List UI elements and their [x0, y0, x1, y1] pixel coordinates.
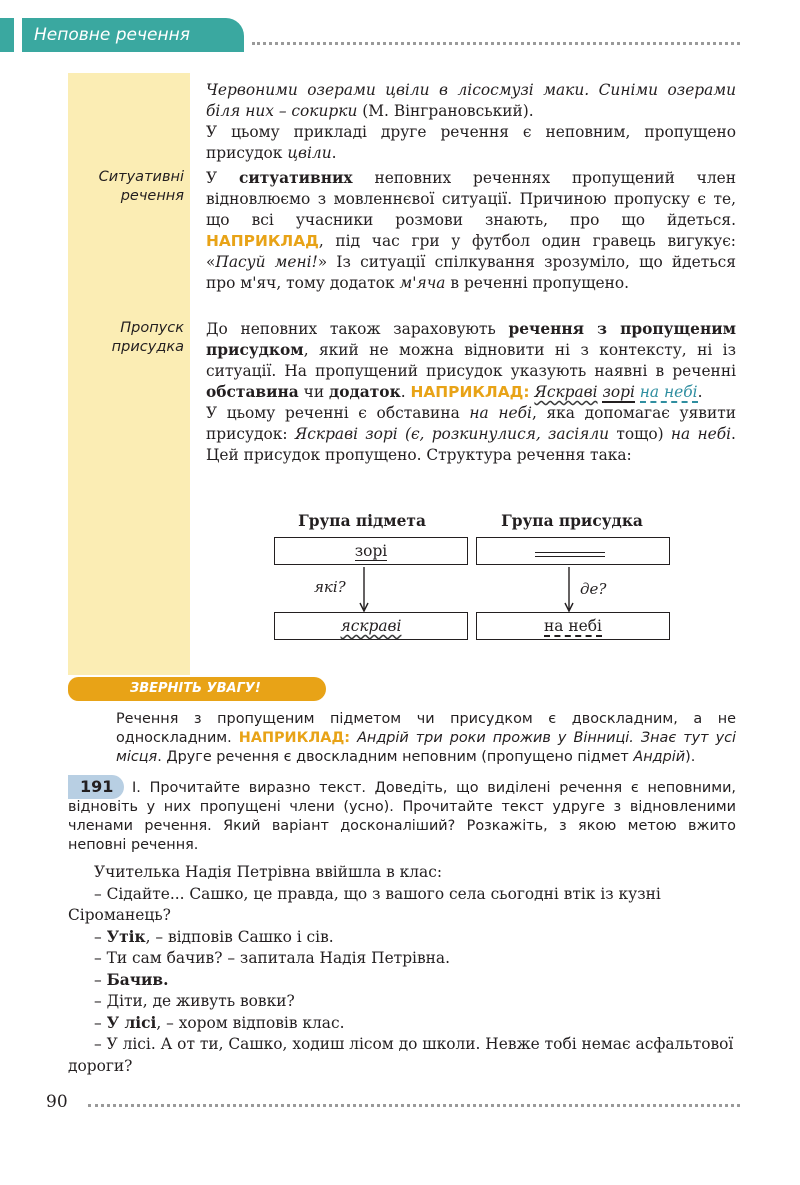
sit-t2: неповних реченнях пропущений член відновлюємо з мовленнєвої ситуації. Причиною пропуску є те, що всі учасники розмови знають, про що йдеться. — [206, 169, 736, 229]
om-ex-end: . — [697, 383, 703, 401]
dlg-line — [68, 970, 736, 992]
intro-end: . — [331, 144, 337, 162]
attn-t1: Речення з пропущеним підметом чи присудком є двоскладним, а не односкладним. — [116, 711, 736, 746]
example-word-adverbial: на небі — [639, 383, 698, 401]
example-label: НАПРИКЛАД: — [238, 730, 351, 746]
dependent-subject-box — [274, 612, 468, 640]
example-word-adj: Яскраві — [534, 383, 598, 401]
dash: – — [94, 970, 107, 989]
margin-note-predicate: Пропуск присудка — [111, 320, 184, 355]
om-p2d: (є, розкинулися, засіяли — [404, 425, 610, 443]
dlg-line: – Ти сам бачив? – запитала Надія Петрівна. — [94, 949, 450, 967]
om-p2g: . Цей присудок пропущено. Структура речення така: — [206, 425, 736, 464]
om-t2: , який не можна відновити ні з контексту, ні із ситуації. На пропущений присудок указують наявні в реченні — [206, 341, 736, 380]
situational-paragraph — [206, 168, 736, 294]
sit-word: м'яча — [399, 274, 446, 292]
subject-word: зорі — [354, 542, 388, 560]
page-number: 90 — [46, 1092, 68, 1112]
om-t3: чи — [303, 383, 325, 401]
om-p2b: , яка допомагає уявити присудок: — [206, 404, 736, 443]
om-b1: речення з пропущеним присудком — [206, 320, 736, 359]
om-p2-ital: на небі — [469, 404, 532, 422]
sit-t5: в реченні пропущено. — [450, 274, 630, 292]
dlg-bold: У лісі — [106, 1013, 157, 1032]
subject-box — [274, 537, 468, 565]
attn-example: Андрій три роки прожив у Вінниці. Знає тут усі місця — [116, 730, 737, 765]
dlg-line: – Сідайте... Сашко, це правда, що з вашого села сьогодні втік із кузні Сіроманець? — [68, 884, 661, 924]
dependent-predicate-box — [476, 612, 670, 640]
sit-quote: Пасуй мені! — [215, 253, 318, 271]
header-dotted-rule — [252, 42, 740, 45]
predicate-group-label: Група присудка — [501, 512, 643, 530]
intro-author: (М. Вінграновський). — [362, 102, 534, 120]
sit-bold: ситуативних — [238, 169, 353, 187]
dependent-subject-word: яскраві — [340, 617, 402, 635]
om-b3: додаток — [329, 383, 401, 401]
intro-quote: Червоними озерами цвіли в лісосмузі маки. Синіми озерами біля них – сокирки — [206, 81, 736, 120]
predicate-question: де? — [580, 580, 607, 598]
om-p2c: Яскраві зорі — [294, 425, 398, 443]
exercise-number: 191 — [68, 775, 124, 799]
dlg-bold: Бачив — [106, 970, 164, 989]
footer-dotted-rule — [88, 1104, 740, 1107]
om-b2: обставина — [206, 383, 299, 401]
dlg-line — [68, 1013, 736, 1035]
exercise-task: І. Прочитайте виразно текст. Доведіть, що виділені речення є неповними, відновіть у них пропущені члени (усно). Прочитайте текст удруге з відновленими членами речення. Який варіант досконаліший? Розкажіть, з якою метою вжито неповні речення. — [68, 780, 736, 853]
dash: – — [94, 927, 107, 946]
om-p2f: на небі — [670, 425, 732, 443]
attn-name: Андрій — [633, 749, 686, 765]
subject-question: які? — [314, 578, 346, 596]
attention-banner: ЗВЕРНІТЬ УВАГУ! — [68, 677, 326, 701]
dlg-line: – У лісі. А от ти, Сашко, ходиш лісом до школи. Невже тобі немає асфальтової дороги? — [68, 1035, 734, 1075]
intro-block — [206, 80, 736, 164]
omission-paragraph — [206, 319, 736, 466]
example-label: НАПРИКЛАД — [206, 232, 319, 250]
subject-group-label: Група підмета — [298, 512, 426, 530]
header-accent-strip — [0, 18, 14, 52]
dlg-end: . — [163, 970, 169, 989]
example-label: НАПРИКЛАД: — [410, 383, 530, 401]
dependent-predicate-word: на небі — [544, 617, 602, 635]
om-p2a: У цьому реченні є обставина — [206, 404, 460, 422]
sit-t4: » Із ситуації спілкування зрозуміло, що йдеться про м'яч, тому додаток — [206, 253, 736, 292]
intro-line: У цьому прикладі друге речення є неповним, пропущено присудок — [206, 123, 736, 162]
om-t4: . — [400, 383, 406, 401]
intro-word: цвіли — [287, 144, 332, 162]
dlg-line — [68, 927, 736, 949]
attn-t2: . Друге речення є двоскладним неповним (пропущено підмет — [157, 749, 629, 765]
dlg-rest: , – відповів Сашко і сів. — [145, 927, 334, 946]
margin-sidebar — [68, 73, 190, 675]
attn-t3: ). — [685, 749, 696, 765]
sit-t3: , під час гри у футбол один гравець вигукує: « — [206, 232, 736, 271]
dialogue-text — [68, 862, 736, 1077]
dlg-rest: , – хором відповів клас. — [156, 1013, 345, 1032]
om-p2e: тощо) — [616, 425, 664, 443]
predicate-underline — [535, 552, 605, 557]
example-word-subject: зорі — [602, 383, 635, 401]
dash: – — [94, 1013, 107, 1032]
om-t1: До неповних також зараховують — [206, 320, 496, 338]
sit-t1: У — [206, 169, 218, 187]
margin-note-situational: Ситуативні речення — [98, 169, 184, 204]
dlg-line: – Діти, де живуть вовки? — [94, 992, 295, 1010]
predicate-box — [476, 537, 670, 565]
dlg-bold: Утік — [106, 927, 146, 946]
attention-text — [116, 710, 736, 767]
section-title: Неповне речення — [22, 18, 244, 52]
dlg-line: Учителька Надія Петрівна ввійшла в клас: — [94, 863, 443, 881]
